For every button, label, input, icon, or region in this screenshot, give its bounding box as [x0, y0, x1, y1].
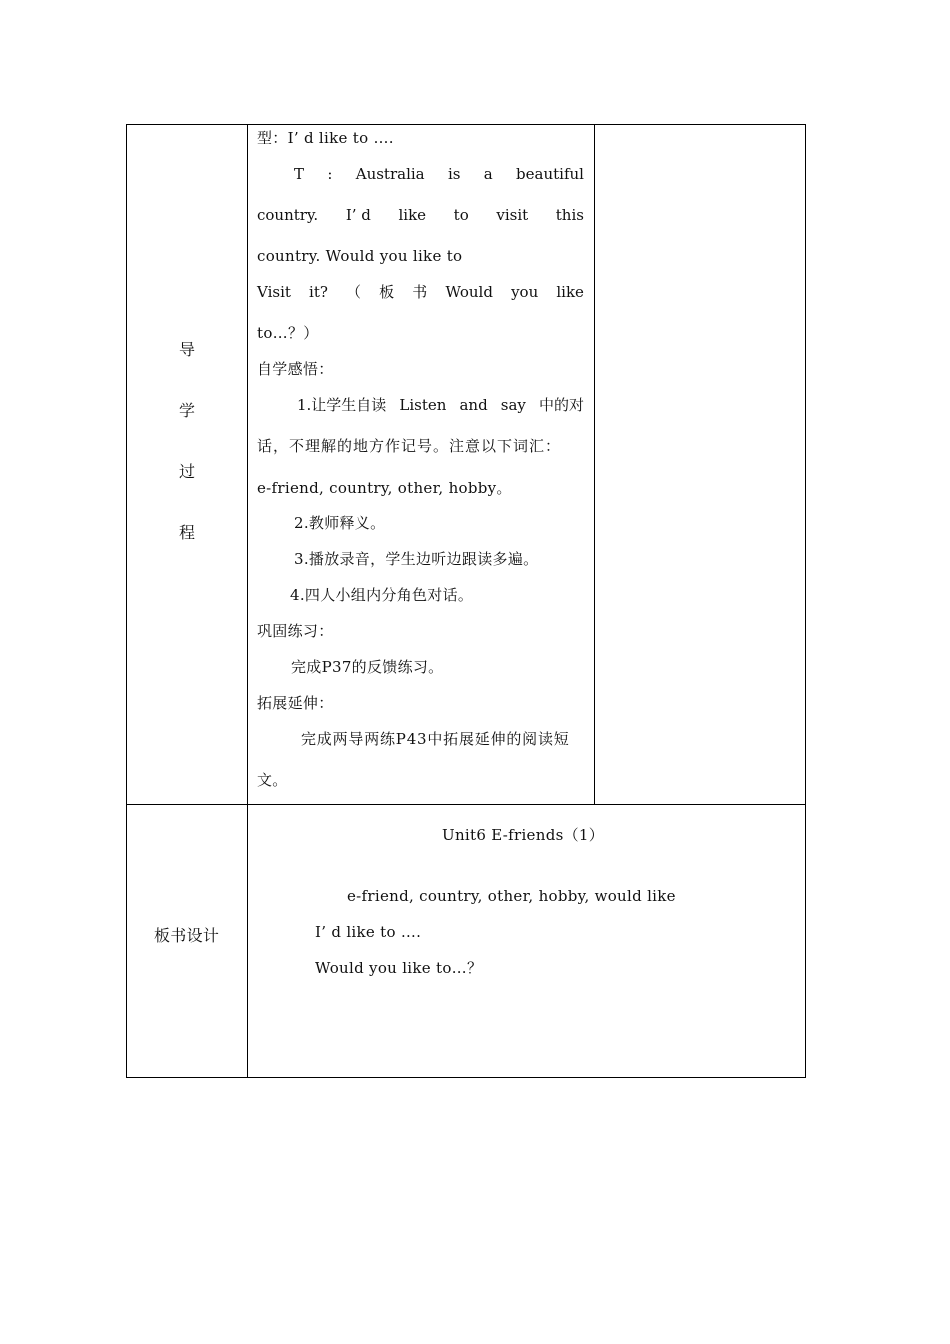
dialogue-line-1 [294, 165, 584, 183]
self-study-heading: 自学感悟： [257, 360, 334, 378]
extend-heading: 拓展延伸： [257, 694, 334, 712]
word: beautiful [516, 165, 584, 183]
word: : [327, 165, 333, 183]
step-2: 2.教师释义。 [294, 514, 386, 532]
board-pattern-1: I’ d like to …. [315, 923, 422, 941]
word: to [453, 206, 469, 224]
word: Listen [399, 396, 447, 414]
board-title: Unit6 E-friends（1） [442, 826, 605, 844]
board-pattern-2: Would you like to…？ [315, 959, 483, 977]
table-row-divider [126, 804, 806, 805]
board-design-label: 板书设计 [154, 926, 220, 945]
word: say [500, 396, 526, 414]
dialogue-line-2 [257, 206, 584, 224]
word: 书 [412, 283, 428, 301]
step-1-line-1 [297, 396, 584, 414]
word: 板 [379, 283, 395, 301]
table-border-left [126, 124, 127, 1078]
table-border-bottom [126, 1077, 806, 1078]
extend-text-continued: 文。 [257, 771, 288, 789]
word: Visit [257, 283, 291, 301]
step-3: 3.播放录音，学生边听边跟读多遍。 [294, 550, 539, 568]
word: like [398, 206, 427, 224]
table-divider-label-column [247, 124, 248, 1078]
word: I’ d [345, 206, 371, 224]
word: this [555, 206, 584, 224]
word: and [459, 396, 488, 414]
word: Would [445, 283, 493, 301]
word: 中的对 [538, 396, 584, 414]
board-vocabulary: e-friend, country, other, hobby, would like [347, 887, 676, 905]
practice-heading: 巩固练习： [257, 622, 334, 640]
word: （ [346, 283, 362, 301]
step-4: 4.四人小组内分角色对话。 [290, 586, 474, 604]
dialogue-line-3: country. Would you like to [257, 247, 463, 265]
word: 1.让学生自读 [297, 396, 387, 414]
sentence-pattern-line: 型：I’ d like to …. [257, 129, 394, 147]
table-border-top [126, 124, 806, 125]
practice-text: 完成P37的反馈练习。 [291, 658, 444, 676]
process-label-char-4: 程 [179, 523, 196, 542]
table-divider-notes-column [594, 124, 595, 805]
step-1-line-2: 话，不理解的地方作记号。注意以下词汇： [257, 437, 562, 455]
word: T [294, 165, 305, 183]
table-border-right [805, 124, 806, 1078]
word: like [556, 283, 584, 301]
extend-text: 完成两导两练P43中拓展延伸的阅读短 [301, 730, 570, 748]
process-label-char-2: 学 [179, 401, 196, 420]
word: Australia [355, 165, 425, 183]
dialogue-line-4 [257, 283, 584, 301]
word: it? [309, 283, 328, 301]
word: you [511, 283, 539, 301]
process-label-char-3: 过 [179, 462, 196, 481]
process-label-char-1: 导 [179, 340, 196, 359]
word: a [483, 165, 493, 183]
dialogue-line-5: to…？） [257, 324, 319, 342]
word: country. [257, 206, 319, 224]
word: is [447, 165, 461, 183]
vocabulary-list: e-friend, country, other, hobby。 [257, 479, 512, 497]
word: visit [496, 206, 529, 224]
